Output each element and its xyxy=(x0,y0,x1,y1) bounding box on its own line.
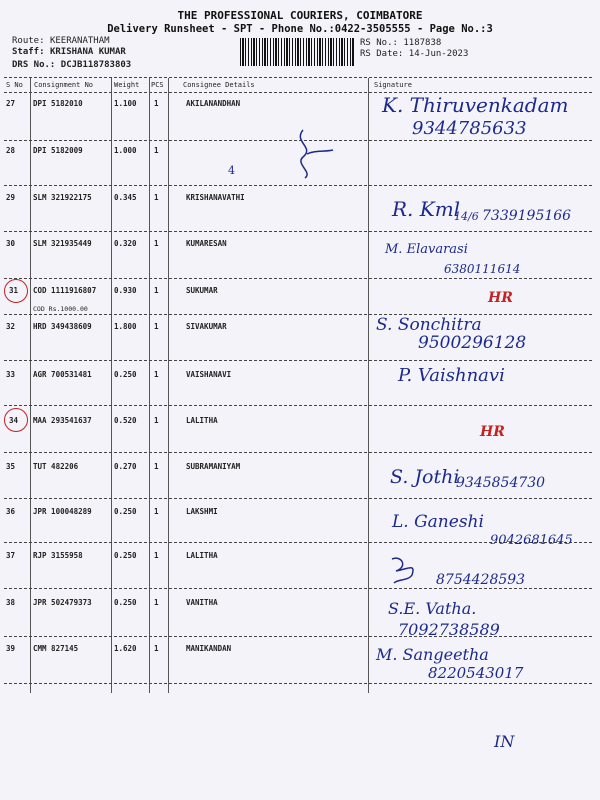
column-divider xyxy=(30,78,31,693)
consignee: LALITHA xyxy=(186,416,218,425)
staff-value: KRISHANA KUMAR xyxy=(49,47,126,57)
pcs: 1 xyxy=(154,146,159,155)
weight: 0.270 xyxy=(114,462,137,471)
weight: 1.000 xyxy=(114,146,137,155)
weight: 0.250 xyxy=(114,370,137,379)
consignee: AKILANANDHAN xyxy=(186,99,241,108)
handwritten-name: K. Thiruvenkadam xyxy=(382,93,569,117)
weight: 0.250 xyxy=(114,551,137,560)
pcs: 1 xyxy=(154,598,159,607)
staff-label: Staff: xyxy=(12,47,45,57)
sno: 37 xyxy=(6,551,16,560)
pcs: 1 xyxy=(154,507,159,516)
sno: 36 xyxy=(6,507,16,516)
sno: 27 xyxy=(6,99,16,108)
red-circle-mark xyxy=(4,408,28,432)
red-hr-mark: HR xyxy=(488,290,513,306)
consignee: VANITHA xyxy=(186,598,218,607)
consignment-no: RJP 3155958 xyxy=(33,551,83,560)
handwritten-mark: 4 xyxy=(228,164,235,177)
consignment-no: MAA 293541637 xyxy=(33,416,92,425)
route-label: Route: xyxy=(12,36,45,46)
sno: 33 xyxy=(6,370,16,379)
rs-no-label: RS No.: xyxy=(360,38,398,48)
consignment-no: COD 1111916807 xyxy=(33,286,97,295)
row-separator xyxy=(4,314,592,315)
consignment-no: JPR 100048289 xyxy=(33,507,92,516)
consignee: KRISHANAVATHI xyxy=(186,193,245,202)
weight: 0.250 xyxy=(114,507,137,516)
weight: 1.100 xyxy=(114,99,137,108)
consignee: SUKUMAR xyxy=(186,286,218,295)
col-header-consignee: Consignee Details xyxy=(183,81,255,89)
handwritten-phone: 8220543017 xyxy=(428,664,524,682)
consignment-no: SLM 321935449 xyxy=(33,239,92,248)
weight: 0.520 xyxy=(114,416,137,425)
handwritten-signature: S. Sonchitra xyxy=(376,315,482,335)
row-separator xyxy=(4,498,592,499)
weight: 1.620 xyxy=(114,644,137,653)
consignment-no: DPI 5182010 xyxy=(33,99,83,108)
sno: 39 xyxy=(6,644,16,653)
rs-date-label: RS Date: xyxy=(360,49,404,59)
row-separator xyxy=(4,588,592,589)
row-separator xyxy=(4,360,592,361)
handwritten-phone: 9042681645 xyxy=(490,533,573,548)
column-divider xyxy=(368,78,369,693)
handwritten-footer-mark: IN xyxy=(494,732,515,751)
handwritten-signature: P. Vaishnavi xyxy=(398,365,505,386)
consignment-no: AGR 700531481 xyxy=(33,370,92,379)
rs-date-value: 14-Jun-2023 xyxy=(408,49,469,59)
consignment-no: DPI 5182009 xyxy=(33,146,83,155)
sno: 31 xyxy=(9,286,19,295)
weight: 0.320 xyxy=(114,239,137,248)
handwritten-phone: 9345854730 xyxy=(456,475,546,491)
pcs: 1 xyxy=(154,322,159,331)
row-separator xyxy=(4,405,592,406)
row-separator xyxy=(4,278,592,279)
sno: 34 xyxy=(9,416,19,425)
row-separator xyxy=(4,185,592,186)
consignment-no: CMM 827145 xyxy=(33,644,79,653)
handwritten-signature: L. Ganeshi xyxy=(392,512,484,532)
consignee: MANIKANDAN xyxy=(186,644,232,653)
consignment-no: JPR 502479373 xyxy=(33,598,92,607)
table-bottom-rule xyxy=(4,683,592,684)
row-separator xyxy=(4,636,592,637)
consignment-no: TUT 482206 xyxy=(33,462,79,471)
weight: 0.345 xyxy=(114,193,137,202)
column-divider xyxy=(168,78,169,693)
consignee: SUBRAMANIYAM xyxy=(186,462,241,471)
handwritten-phone: 8754428593 xyxy=(436,572,526,588)
rs-no-value: 1187838 xyxy=(403,38,442,48)
pcs: 1 xyxy=(154,286,159,295)
consignee: LALITHA xyxy=(186,551,218,560)
column-divider xyxy=(111,78,112,693)
signature-scribble xyxy=(388,555,428,585)
consignment-no: SLM 321922175 xyxy=(33,193,92,202)
company-title: THE PROFESSIONAL COURIERS, COIMBATORE xyxy=(177,9,423,22)
pcs: 1 xyxy=(154,462,159,471)
weight: 0.250 xyxy=(114,598,137,607)
row-separator xyxy=(4,452,592,453)
pcs: 1 xyxy=(154,551,159,560)
col-header-consignment: Consignment No xyxy=(34,81,94,89)
pcs: 1 xyxy=(154,239,159,248)
pcs: 1 xyxy=(154,193,159,202)
sno: 38 xyxy=(6,598,16,607)
col-header-sno: S No xyxy=(6,81,23,89)
signature-scribble xyxy=(285,122,345,182)
handwritten-phone: 9500296128 xyxy=(418,333,527,353)
runsheet-subtitle: Delivery Runsheet - SPT - Phone No.:0422-3505555 - Page No.:3 xyxy=(107,23,493,35)
sno: 29 xyxy=(6,193,16,202)
col-header-pcs: PCS xyxy=(151,81,164,89)
drs-line xyxy=(12,60,131,70)
handwritten-phone: 6380111614 xyxy=(444,262,521,276)
handwritten-signature: R. Kml xyxy=(392,197,461,221)
handwritten-phone: 7339195166 xyxy=(482,208,572,224)
handwritten-signature: S. Jothi xyxy=(390,466,460,488)
consignee: LAKSHMI xyxy=(186,507,218,516)
weight: 1.800 xyxy=(114,322,137,331)
col-header-weight: Weight xyxy=(114,81,140,89)
handwritten-signature: S.E. Vatha. xyxy=(388,599,477,618)
handwritten-signature: M. Elavarasi xyxy=(385,242,468,257)
handwritten-signature: M. Sangeetha xyxy=(376,645,489,664)
staff-line xyxy=(12,47,126,57)
barcode xyxy=(240,38,355,66)
route-value: KEERANATHAM xyxy=(49,36,110,46)
route-line xyxy=(12,36,110,46)
red-circle-mark xyxy=(4,279,28,303)
row-separator xyxy=(4,231,592,232)
sno: 30 xyxy=(6,239,16,248)
drs-label: DRS No.: xyxy=(12,60,56,70)
sno: 35 xyxy=(6,462,16,471)
rs-no-line xyxy=(360,38,441,48)
rs-date-line xyxy=(360,49,468,59)
header-top-rule xyxy=(4,77,592,78)
sno: 32 xyxy=(6,322,16,331)
handwritten-phone: 9344785633 xyxy=(412,118,527,139)
drs-value: DCJB118783803 xyxy=(60,60,132,70)
pcs: 1 xyxy=(154,416,159,425)
handwritten-phone: 7092738589 xyxy=(398,620,500,639)
consignee: SIVAKUMAR xyxy=(186,322,227,331)
cod-amount: COD Rs.1000.00 xyxy=(33,305,88,313)
consignee: VAISHANAVI xyxy=(186,370,232,379)
consignee: KUMARESAN xyxy=(186,239,227,248)
col-header-signature: Signature xyxy=(374,81,412,89)
column-divider xyxy=(149,78,150,693)
handwritten-date: 14/6 xyxy=(454,210,479,223)
pcs: 1 xyxy=(154,99,159,108)
pcs: 1 xyxy=(154,370,159,379)
sno: 28 xyxy=(6,146,16,155)
red-hr-mark: HR xyxy=(480,424,505,440)
pcs: 1 xyxy=(154,644,159,653)
consignment-no: HRD 349438609 xyxy=(33,322,92,331)
weight: 0.930 xyxy=(114,286,137,295)
